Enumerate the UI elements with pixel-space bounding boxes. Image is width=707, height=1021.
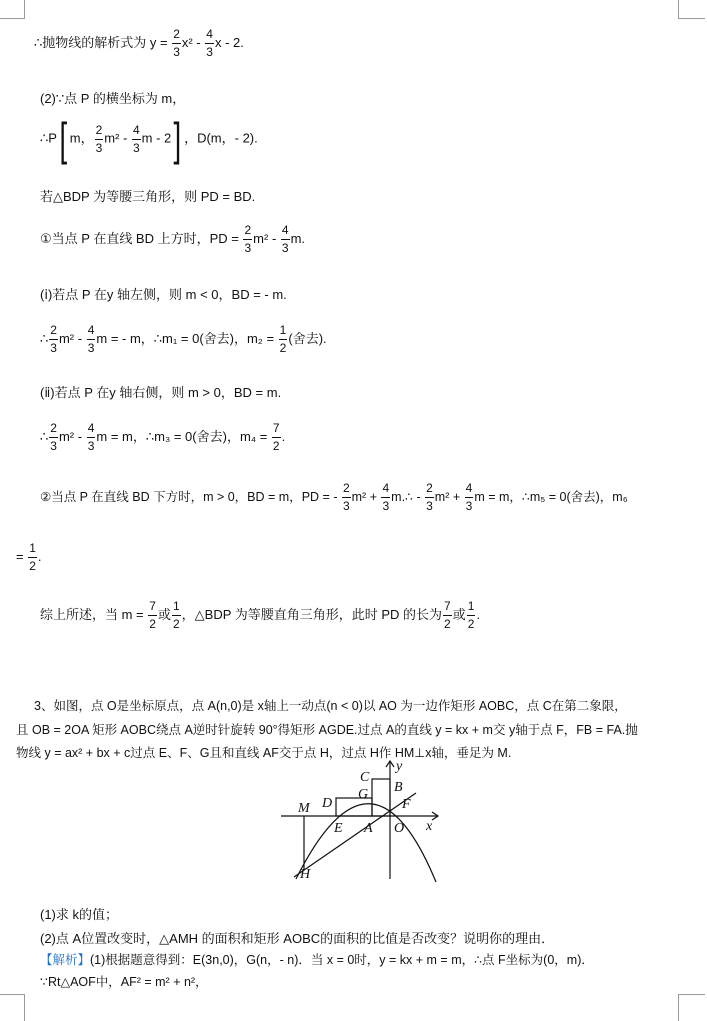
- analysis-line1: 【解析】(1)根据题意得到：E(3n,0)，G(n，- n)．当 x = 0时，y = kx + m = m，∴点 F坐标为(0，m)．: [40, 953, 594, 967]
- right-bracket: ]: [173, 113, 182, 165]
- rectangle-aobc: [372, 779, 390, 816]
- label-e: E: [334, 821, 343, 836]
- case1ii-line: (ⅱ)若点 P 在y 轴右侧，则 m > 0，BD = m.: [40, 385, 282, 400]
- geometry-figure: [276, 757, 446, 887]
- corner-mark-bottom-left: [0, 994, 25, 1021]
- label-d: D: [322, 796, 333, 811]
- label-y: y: [396, 759, 403, 774]
- analysis-tag: 【解析】: [40, 953, 91, 967]
- case2-continuation: = $\frac{1}{2}$ .: [16, 541, 42, 573]
- case1ii-equation: ∴ $\frac{2}{3}$ m² - $\frac{4}{3}$ m = m，∴m₃ = 0(舍去)，m₄ = $\frac{7}{2}$ .: [40, 421, 286, 453]
- label-a: A: [364, 821, 373, 836]
- part2-header: (2)∵点 P 的横坐标为 m，: [40, 91, 186, 106]
- case1i-line: (ⅰ)若点 P 在y 轴左侧，则 m < 0，BD = - m.: [40, 287, 287, 302]
- label-m: M: [298, 801, 310, 816]
- label-f: F: [402, 797, 411, 812]
- label-b: B: [394, 780, 403, 795]
- case1-line: ①当点 P 在直线 BD 上方时，PD = $\frac{2}{3}$ m² - $\frac{4}{3}$ m.: [40, 223, 306, 255]
- problem3-line2: 且 OB = 2OA 矩形 AOBC绕点 A逆时针旋转 90°得矩形 AGDE.过点 A的直线 y = kx + m交 y轴于点 F，FB = FA.抛: [16, 723, 638, 737]
- case2-line: ②当点 P 在直线 BD 下方时，m > 0，BD = m，PD = - $\frac{2}{3}$ m² + $\frac{4}{3}$ m.∴ - $\frac{2}{3}$ m² + $\frac{4}{3}$ m = m，∴m₅ = 0(舍去)，m₆: [40, 481, 628, 513]
- parabola-formula-line: ∴抛物线的解析式为 y = $\frac{2}{3}$ x² - $\frac{4}{3}$ x - 2.: [34, 27, 244, 59]
- question1: (1)求 k的值；: [40, 907, 119, 922]
- label-h: H: [300, 867, 311, 882]
- problem3-line3: 物线 y = ax² + bx + c过点 E、F、G且和直线 AF交于点 H，过点 H作 HM⊥x轴，垂足为 M.: [16, 746, 512, 760]
- label-g: G: [358, 787, 369, 802]
- label-x: x: [426, 819, 433, 834]
- conclusion-line: 综上所述，当 m = $\frac{7}{2}$ 或 $\frac{1}{2}$ ，△BDP 为等腰直角三角形，此时 PD 的长为 $\frac{7}{2}$ 或 $\frac{1}{2}$ .: [40, 599, 481, 631]
- point-p-line: ∴P[ m， $\frac{2}{3}$ m² - $\frac{4}{3}$ m - 2] ，D(m，- 2).: [40, 113, 258, 165]
- label-o: O: [394, 821, 405, 836]
- analysis-line2: ∵Rt△AOF中，AF² = m² + n²，: [40, 975, 208, 989]
- question2: (2)点 A位置改变时，△AMH 的面积和矩形 AOBC的面积的比值是否改变？说明你的理由．: [40, 931, 555, 946]
- left-bracket: [: [59, 113, 68, 165]
- corner-mark-bottom-right: [678, 994, 705, 1021]
- corner-mark-top-left: [0, 0, 25, 19]
- corner-mark-top-right: [678, 0, 705, 19]
- problem3-line1: 3、如图，点 O是坐标原点，点 A(n,0)是 x轴上一动点(n < 0)以 AO 为一边作矩形 AOBC，点 C在第二象限，: [34, 699, 627, 713]
- label-c: C: [360, 770, 370, 785]
- isosceles-condition: 若△BDP 为等腰三角形，则 PD = BD.: [40, 189, 256, 204]
- case1i-equation: ∴ $\frac{2}{3}$ m² - $\frac{4}{3}$ m = - m，∴m₁ = 0(舍去)，m₂ = $\frac{1}{2}$ (舍去).: [40, 323, 327, 355]
